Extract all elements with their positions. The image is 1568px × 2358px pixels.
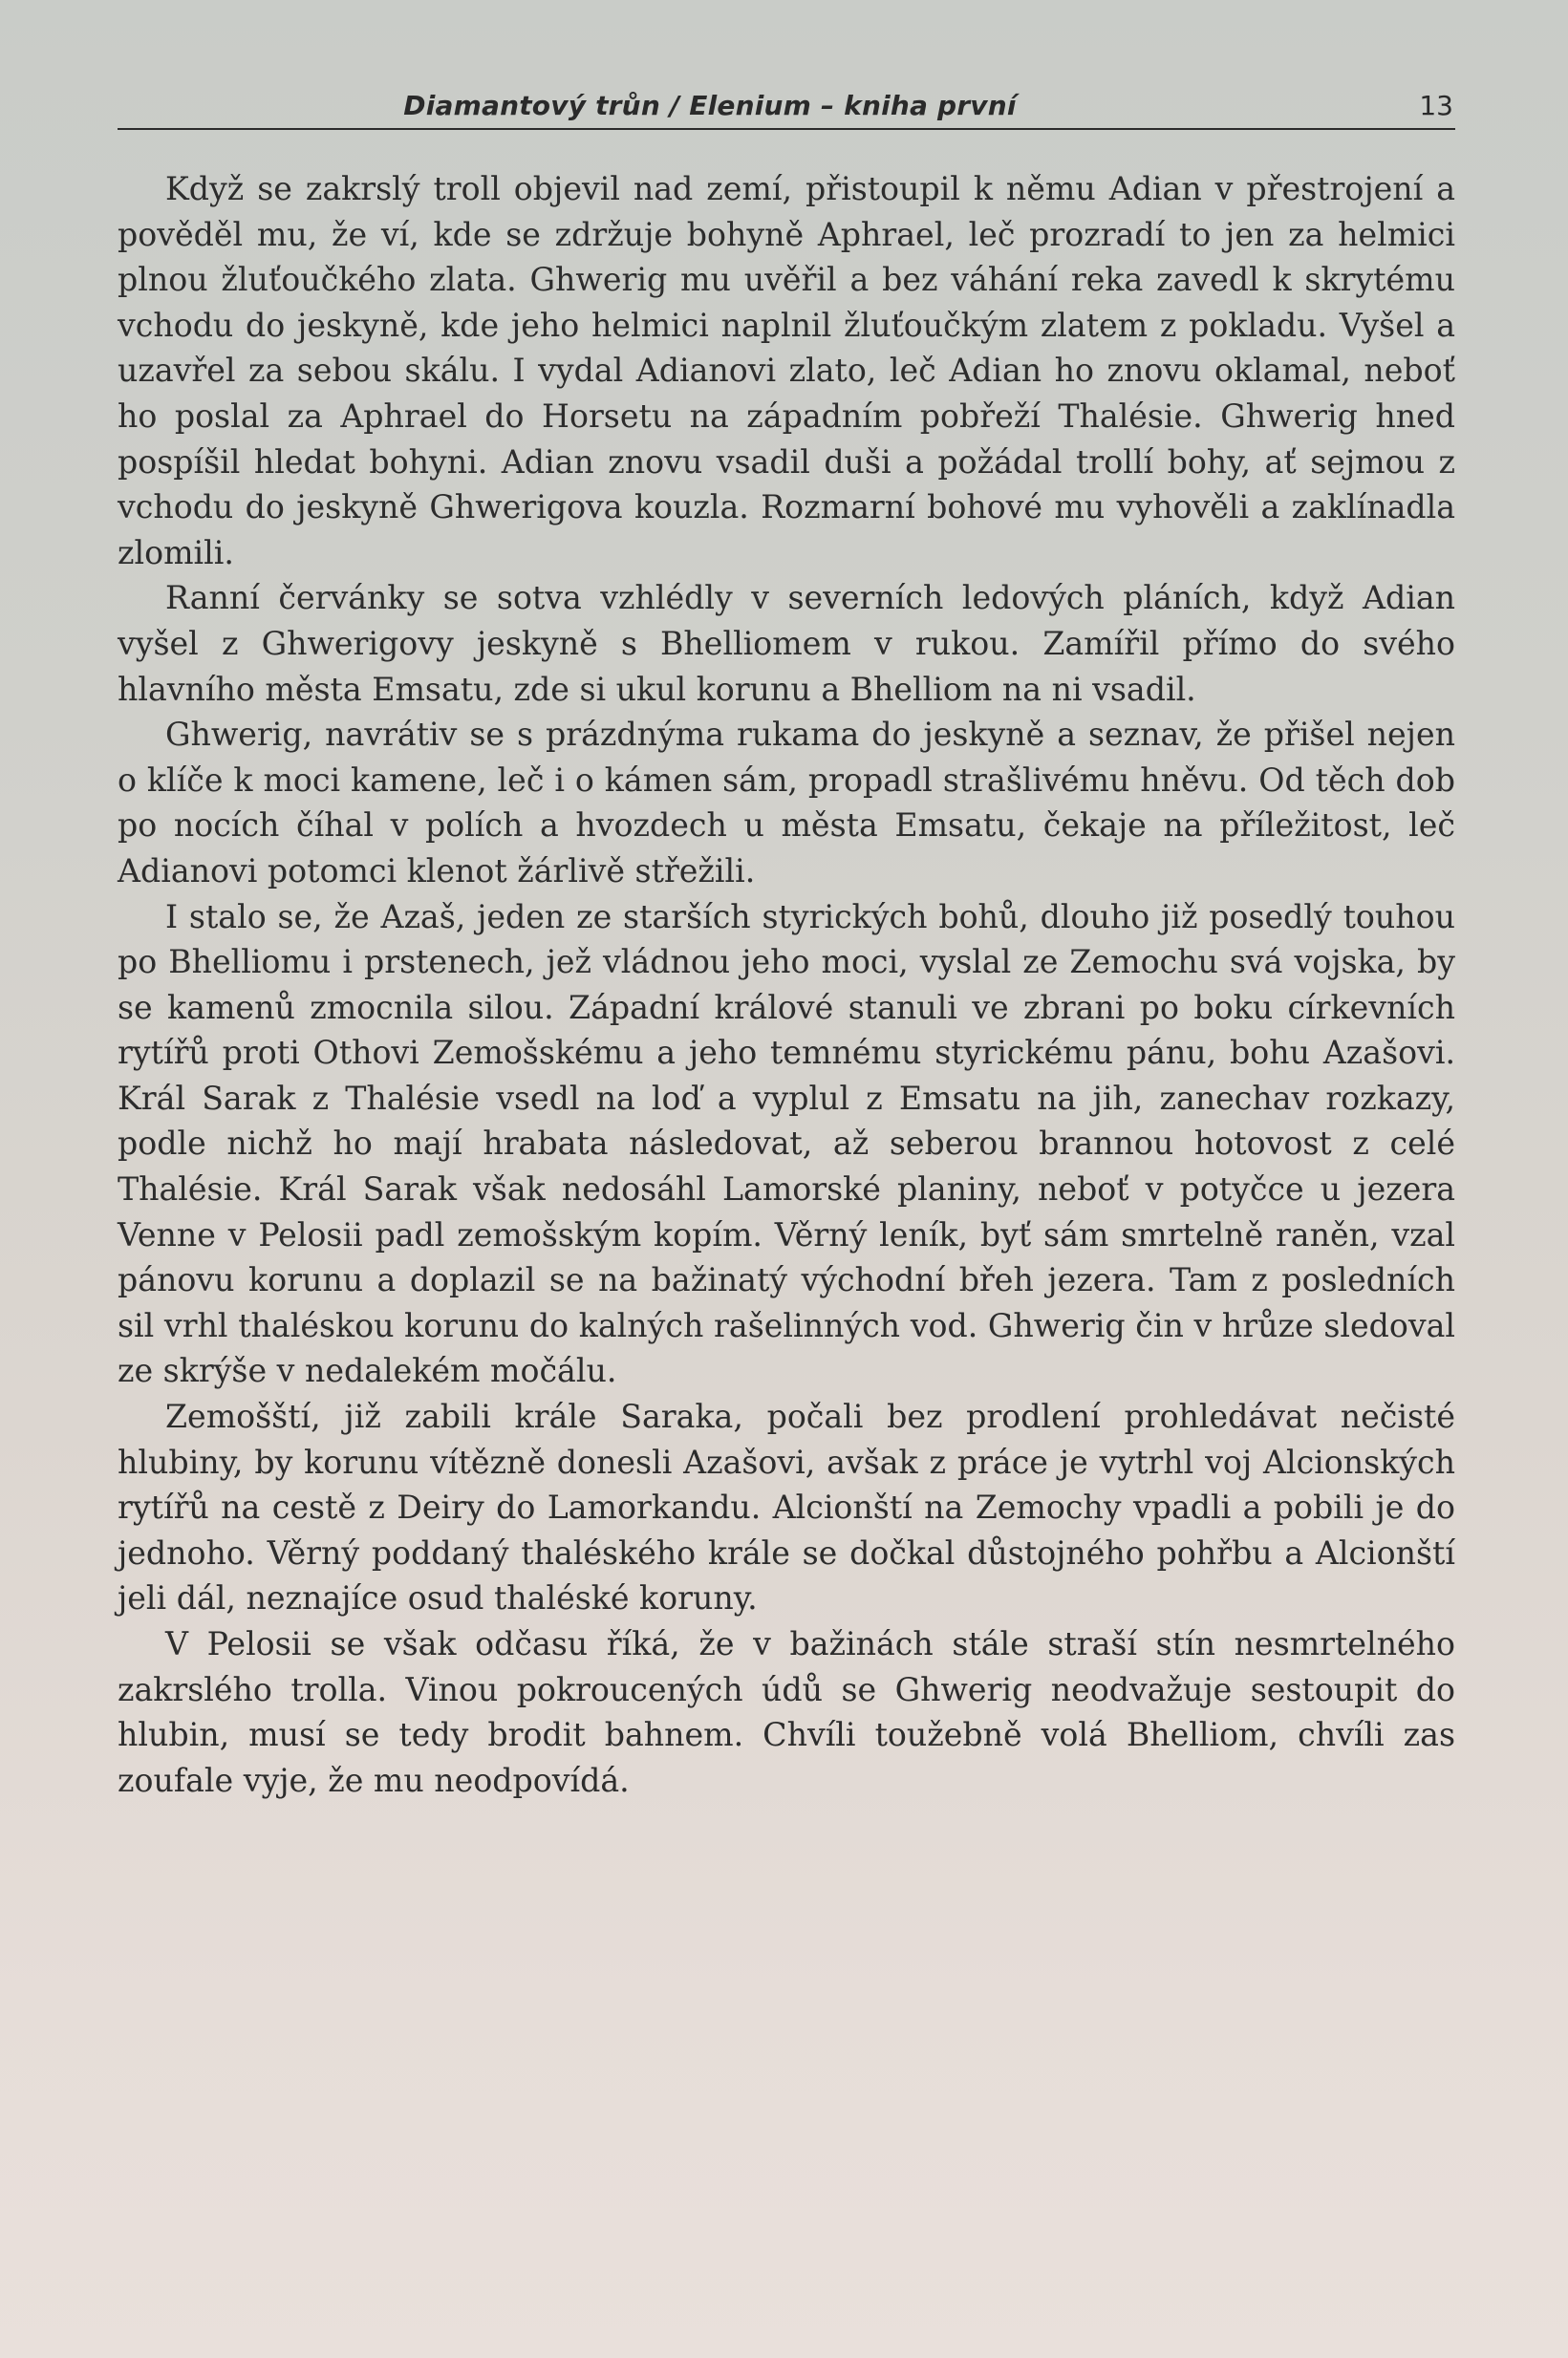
body-text [118, 166, 1455, 1803]
paragraph-6: V Pelosii se však odčasu říká, že v bažinách stále straší stín nesmrtelného zakrslého trolla. Vinou pokroucených údů se Ghwerig neodvažuje sestoupit do hlubin, musí se tedy brodit bahnem. Chvíli toužebně volá Bhelliom, chvíli zas zoufale vyje, že mu neodpovídá. [118, 1625, 1455, 1799]
page-number: 13 [1419, 90, 1453, 121]
running-header [118, 84, 1455, 130]
paragraph-3: Ghwerig, navrátiv se s prázdnýma rukama do jeskyně a seznav, že přišel nejen o klíče k moci kamene, leč i o kámen sám, propadl strašlivému hněvu. Od těch dob po nocích číhal v polích a hvozdech u města Emsatu, čekaje na příležitost, leč Adianovi potomci klenot žárlivě střežili. [118, 716, 1455, 890]
paragraph-5: Zemošští, již zabili krále Saraka, počali bez prodlení prohledávat nečisté hlubiny, by korunu vítězně donesli Azašovi, avšak z práce je vytrhl voj Alcionských rytířů na cestě z Deiry do Lamorkandu. Alcionští na Zemochy vpadli a pobili je do jednoho. Věrný poddaný thaléského krále se dočkal důstojného pohřbu a Alcionští jeli dál, neznajíce osud thaléské koruny. [118, 1398, 1455, 1618]
paragraph-2: Ranní červánky se sotva vzhlédly v severních ledových pláních, když Adian vyšel z Ghwerigovy jeskyně s Bhelliomem v rukou. Zamířil přímo do svého hlavního města Emsatu, zde si ukul korunu a Bhelliom na ni vsadil. [118, 579, 1455, 708]
paragraph-1: Když se zakrslý troll objevil nad zemí, přistoupil k němu Adian v přestrojení a pověděl mu, že ví, kde se zdržuje bohyně Aphrael, leč prozradí to jen za helmici plnou žluťoučkého zlata. Ghwerig mu uvěřil a bez váhání reka zavedl k skrytému vchodu do jeskyně, kde jeho helmici naplnil žluťoučkým zlatem z pokladu. Vyšel a uzavřel za sebou skálu. I vydal Adianovi zlato, leč Adian ho znovu oklamal, neboť ho poslal za Aphrael do Horsetu na západním pobřeží Thalésie. Ghwerig hned pospíšil hledat bohyni. Adian znovu vsadil duši a požádal trollí bohy, ať sejmou z vchodu do jeskyně Ghwerigova kouzla. Rozmarní bohové mu vyhověli a zaklínadla zlomili. [118, 170, 1455, 571]
book-page [118, 84, 1455, 1803]
paragraph-4: I stalo se, že Azaš, jeden ze starších styrických bohů, dlouho již posedlý touhou po Bhelliomu i prstenech, jež vládnou jeho moci, vyslal ze Zemochu svá vojska, by se kamenů zmocnila silou. Západní králové stanuli ve zbrani po boku církevních rytířů proti Othovi Zemošskému a jeho temnému styrickému pánu, bohu Azašovi. Král Sarak z Thalésie vsedl na loď a vyplul z Emsatu na jih, zanechav rozkazy, podle nichž ho mají hrabata následovat, až seberou brannou hotovost z celé Thalésie. Král Sarak však nedosáhl Lamorské planiny, neboť v potyčce u jezera Venne v Pelosii padl zemošským kopím. Věrný leník, byť sám smrtelně raněn, vzal pánovu korunu a doplazil se na bažinatý východní břeh jezera. Tam z posledních sil vrhl thaléskou korunu do kalných rašelinných vod. Ghwerig čin v hrůze sledoval ze skrýše v nedalekém močálu. [118, 897, 1455, 1390]
running-title: Diamantový trůn / Elenium – kniha první [403, 90, 1017, 121]
